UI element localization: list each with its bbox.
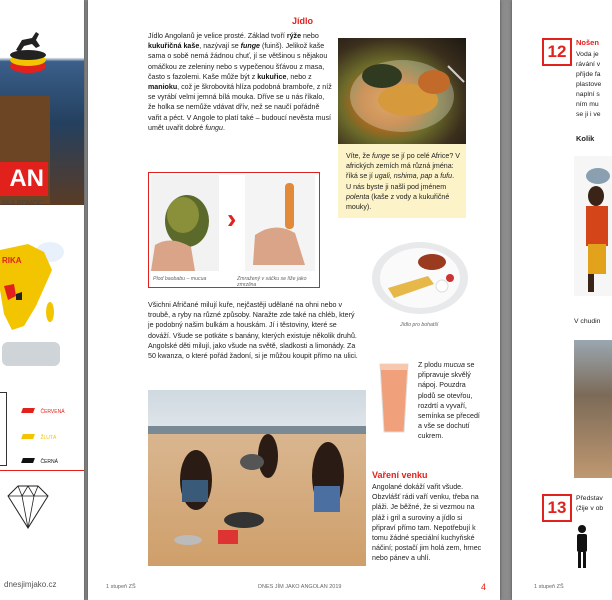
continent-label: RIKA (2, 256, 22, 265)
world-map (2, 342, 60, 366)
left-page (0, 0, 84, 600)
village-photo (574, 340, 612, 478)
tip-box (338, 144, 466, 218)
baobab-caption-right: Zmražený v sáčku se líže jako zmrzlina (237, 276, 307, 288)
legend-row (22, 400, 65, 418)
text-line: rávání v (576, 61, 601, 68)
text-line: Voda je (576, 51, 599, 58)
text-line: příjde fa (576, 71, 601, 78)
baobab-photo-right (245, 175, 315, 271)
color-swatch-icon (21, 408, 35, 413)
baobab-caption-left: Plod baobabu – mucua (153, 276, 207, 282)
dish-caption: Jídlo pro bohatší (400, 322, 439, 328)
diamond-icon (4, 482, 52, 537)
right-page (512, 0, 612, 600)
legend-label-black: ČERNÁ (40, 459, 58, 465)
antelope-logo-icon (6, 24, 50, 80)
text-line: se ji i ve (576, 111, 601, 118)
color-swatch-icon (21, 434, 35, 439)
text-line: ním mu (576, 101, 599, 108)
section-heading-fragment: Nošen (576, 38, 599, 47)
africa-map (0, 230, 70, 340)
footer-left: 1 stupeň ZŠ (534, 584, 564, 590)
main-page (88, 0, 500, 600)
page-number: 4 (480, 582, 486, 592)
legend-label-yellow: ŽLUTÁ (40, 435, 57, 441)
water-carrier-photo (574, 156, 612, 296)
food-photo (338, 38, 466, 144)
mid-text-fragment: V chudin (574, 318, 601, 325)
tip-text: Víte, že funge se jí po celé Africe? V afrických zemích má různá jména: říká se jí ugali, nshima, pap a fufu. U nás byste ji našli pod jménem polenta (kaše z vody a kukuřičné mouky). (346, 152, 460, 212)
page-title: Jídlo (292, 16, 314, 26)
beach-cooking-photo (148, 390, 366, 566)
text-line: plastove (576, 81, 602, 88)
question-fragment: Kolik (576, 134, 595, 143)
arrow-right-icon: › (227, 203, 237, 234)
baobab-photo-left (151, 175, 219, 271)
baobab-photo-frame (148, 172, 320, 288)
color-swatch-icon (21, 458, 35, 463)
cooking-heading: Vaření venku (372, 470, 428, 480)
legend-row (22, 450, 58, 468)
divider (0, 470, 84, 471)
footer-left: 1 stupeň ZŠ (106, 584, 136, 590)
country-name-fragment: AN (0, 162, 48, 196)
bottom-text-lines (576, 494, 603, 514)
section-number-12: 12 (542, 38, 572, 66)
legend-label-red: ČERVENÁ (40, 409, 65, 415)
logo-badge (6, 24, 50, 80)
text-line: Představ (576, 495, 603, 502)
text-line: (žije v ob (576, 505, 604, 512)
flag-legend (0, 392, 80, 472)
flag-frame (0, 392, 7, 466)
legend-row (22, 426, 56, 444)
person-silhouette-icon (574, 524, 590, 573)
text-line: naplní s (576, 91, 600, 98)
fork-icon (338, 38, 466, 144)
website-link[interactable]: dnesjimjako.cz (4, 580, 57, 589)
footer-center: DNES JÍM JAKO ANGOLAN 2019 (258, 584, 342, 590)
cooking-paragraph: Angolané dokáží vařit všude. Obzvlášť rádi vaří venku, třeba na pláži. Je běžné, že si vezmou na pláž i gril a suroviny a jídlo si připraví přímo tam. Nepotřebují k tomu žádné speciální kuchyňské náčiní; postačí jim holá zem, hrnec nebo pánev a uhlí. (372, 483, 482, 563)
section-text-lines (576, 50, 601, 120)
intro-paragraph: Jídlo Angolanů je velice prosté. Základ tvoří rýže nebo kukuřičná kaše, nazývají se funge (fuinš). Jelikož kaše sama o sobě nemá žádnou chuť, jí se většinou s nějakou omáčkou ze zeleniny nebo s vypečenou šťávou z masa, často s fazolemi. Kaše může být z kukuřice, nebo z manioku, což je škrobovitá hlíza podobná bramboře, z níž se vyrábí velmi jemná bílá mouka. Dříve se u nás říkalo, že holka se nemůže vdávat dřív, než se naučí pořádně vařit a péct. V Angole to platí také – budoucí nevěsta musí umět uvařit dobré fungu. (148, 32, 332, 132)
subtitle-fragment: NÍ A POMOC (2, 200, 44, 207)
dish-photo (368, 228, 472, 320)
mucua-paragraph: Z plodu mucua se připravuje skvělý nápoj. Pouzdra plodů se otevřou, rozdrtí a vyvaří, semínka se přecedí a vše se dochutí cukrem. (418, 361, 480, 441)
chicken-paragraph: Všichni Afričané milují kuře, nejčastěji udělané na ohni nebo v troubě, a ryby na různé způsoby. Naražte zde také na chléb, který je podobný našim bulkám a houskám. Jí i těstoviny, které se dováží. Všude se potkáte s banány, kterých existuje několik druhů. Angolské děti milují, jako všude na světě, sladkosti a limonády. Za 50 kwanza, o které pořád žadoní, si je můžou koupit přímo na ulici. (148, 301, 358, 361)
section-number-13: 13 (542, 494, 572, 522)
mucua-drink-photo (376, 360, 412, 436)
